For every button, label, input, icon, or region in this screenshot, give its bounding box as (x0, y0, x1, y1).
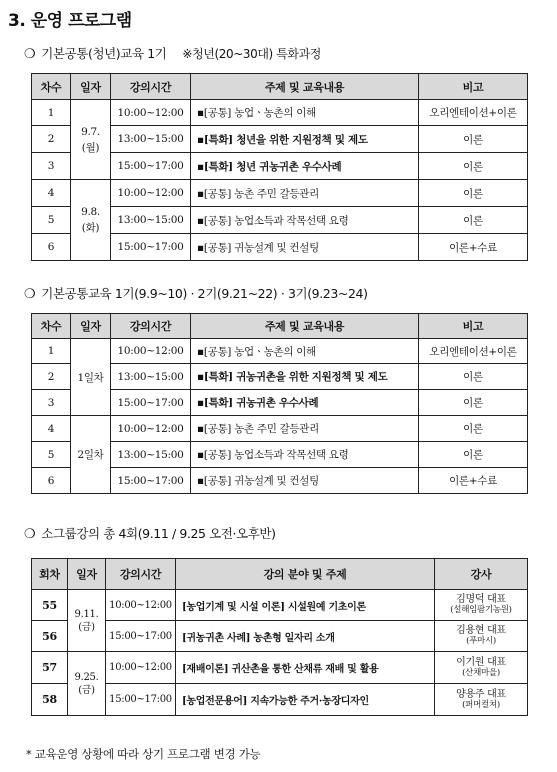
header-cell: 일자 (71, 74, 111, 100)
note-cell: 이론+수료 (419, 468, 528, 494)
date-cell: 9.25. (금) (68, 652, 106, 716)
page-heading: 3. 운영 프로그램 (8, 11, 132, 31)
header-cell: 강의 분야 및 주제 (176, 559, 435, 590)
date-cell: 1일차 (71, 339, 111, 416)
header-cell: 강사 (435, 559, 528, 590)
time-cell: 15:00~17:00 (111, 468, 191, 494)
table-row (32, 652, 528, 684)
lecturer-name: 양용주 대표 (456, 688, 506, 700)
time-cell: 10:00~12:00 (111, 100, 191, 126)
time-cell: 10:00~12:00 (111, 339, 191, 364)
topic-cell: ▪[공통] 농업소득과 작목선택 요령 (191, 207, 419, 234)
session-no: 1 (32, 100, 71, 126)
section1-title-line (24, 44, 321, 62)
date-cell: 9.11. (금) (68, 590, 106, 652)
topic-cell: ▪[공통] 농업소득과 작목선택 요령 (191, 442, 419, 468)
time-cell: 13:00~15:00 (111, 442, 191, 468)
topic-cell: [재배이론] 귀산촌을 통한 산채류 재배 및 활용 (176, 652, 435, 684)
lecturer-name: 김용현 대표 (456, 625, 506, 636)
section2-table (31, 313, 528, 494)
header-cell: 강의시간 (111, 74, 191, 100)
lecturer-org: (산채마을) (462, 667, 500, 678)
time-cell: 15:00~17:00 (111, 153, 191, 180)
note-cell: 오리엔테이션+이론 (419, 339, 528, 364)
note-cell: 이론 (419, 180, 528, 207)
section2-title-line (24, 284, 368, 302)
topic-cell: ▪[공통] 귀농설계 및 컨설팅 (191, 234, 419, 261)
note-cell: 이론 (419, 207, 528, 234)
topic-cell: [농업기계 및 시설 이론] 시설원예 기초이론 (176, 590, 435, 621)
topic-cell: [귀농귀촌 사례] 농촌형 일자리 소개 (176, 621, 435, 652)
topic-cell: ▪[공통] 농촌 주민 갈등관리 (191, 416, 419, 442)
topic-cell: ▪[특화] 청년을 위한 지원정책 및 제도 (191, 126, 419, 153)
note-cell: 이론 (419, 442, 528, 468)
session-no: 5 (32, 207, 71, 234)
date-cell: 2일차 (71, 416, 111, 494)
lecturer-org: (퍼머컬쳐) (462, 699, 500, 710)
topic-cell: ▪[특화] 귀농귀촌 우수사례 (191, 390, 419, 416)
header-cell: 일자 (71, 314, 111, 339)
topic-cell: ▪[공통] 농업ㆍ농촌의 이해 (191, 339, 419, 364)
lecturer-name: 이기원 대표 (456, 656, 506, 668)
session-no: 1 (32, 339, 71, 364)
table-row (32, 100, 528, 126)
lecturer-org: (푸마시) (466, 636, 496, 646)
note-cell: 이론 (419, 390, 528, 416)
header-cell: 강의시간 (106, 559, 176, 590)
time-cell: 15:00~17:00 (106, 621, 176, 652)
table-row (32, 590, 528, 621)
table-row (32, 621, 528, 652)
date-cell: 9.7. (월) (71, 100, 111, 180)
header-cell: 주제 및 교육내용 (191, 314, 419, 339)
table-row (32, 684, 528, 716)
header-cell: 비고 (419, 74, 528, 100)
header-cell: 강의시간 (111, 314, 191, 339)
session-no: 2 (32, 126, 71, 153)
lecturer-cell (435, 621, 528, 652)
note-cell: 이론+수료 (419, 234, 528, 261)
section3-table (31, 558, 528, 716)
table-row (32, 416, 528, 442)
table-row (32, 339, 528, 364)
date-cell: 9.8. (화) (71, 180, 111, 261)
note-cell: 이론 (419, 416, 528, 442)
header-cell: 일자 (68, 559, 106, 590)
table-row (32, 180, 528, 207)
session-no: 6 (32, 468, 71, 494)
topic-cell: ▪[공통] 귀농설계 및 컨설팅 (191, 468, 419, 494)
header-cell: 회차 (32, 559, 68, 590)
header-cell: 비고 (419, 314, 528, 339)
session-no: 3 (32, 153, 71, 180)
session-no: 4 (32, 180, 71, 207)
session-no: 55 (32, 590, 68, 621)
lecturer-name: 김명덕 대표 (456, 594, 506, 605)
time-cell: 15:00~17:00 (111, 390, 191, 416)
topic-cell: ▪[특화] 청년 귀농귀촌 우수사례 (191, 153, 419, 180)
topic-cell: ▪[공통] 농업ㆍ농촌의 이해 (191, 100, 419, 126)
circle-bullet-icon: ❍ (24, 527, 36, 542)
time-cell: 10:00~12:00 (106, 590, 176, 621)
time-cell: 15:00~17:00 (111, 234, 191, 261)
time-cell: 13:00~15:00 (111, 126, 191, 153)
section3-title: 소그룹강의 총 4회(9.11 / 9.25 오전·오후반) (41, 526, 276, 541)
note-cell: 이론 (419, 126, 528, 153)
time-cell: 13:00~15:00 (111, 207, 191, 234)
lecturer-org: (설해임팜기농원) (450, 605, 512, 615)
circle-bullet-icon: ❍ (24, 287, 36, 302)
topic-cell: ▪[공통] 농촌 주민 갈등관리 (191, 180, 419, 207)
section1-table (31, 73, 528, 261)
session-no: 56 (32, 621, 68, 652)
table-header-row (32, 314, 528, 339)
time-cell: 13:00~15:00 (111, 364, 191, 390)
note-cell: 이론 (419, 364, 528, 390)
footnote: * 교육운영 상황에 따라 상기 프로그램 변경 가능 (26, 747, 261, 761)
session-no: 3 (32, 390, 71, 416)
time-cell: 10:00~12:00 (106, 652, 176, 684)
table-header-row (32, 74, 528, 100)
section1-title: 기본공통(청년)교육 1기 (41, 46, 167, 61)
session-no: 58 (32, 684, 68, 716)
session-no: 57 (32, 652, 68, 684)
lecturer-cell (435, 684, 528, 716)
section3-title-line (24, 524, 276, 542)
session-no: 2 (32, 364, 71, 390)
session-no: 5 (32, 442, 71, 468)
topic-cell: ▪[특화] 귀농귀촌을 위한 지원정책 및 제도 (191, 364, 419, 390)
note-cell: 오리엔테이션+이론 (419, 100, 528, 126)
section2-title: 기본공통교육 1기(9.9~10) · 2기(9.21~22) · 3기(9.23~24) (41, 286, 368, 301)
header-cell: 차수 (32, 314, 71, 339)
time-cell: 15:00~17:00 (106, 684, 176, 716)
topic-cell: [농업전문용어] 지속가능한 주거·농장디자인 (176, 684, 435, 716)
note-cell: 이론 (419, 153, 528, 180)
header-cell: 주제 및 교육내용 (191, 74, 419, 100)
session-no: 6 (32, 234, 71, 261)
section1-note: ※청년(20~30대) 특화과정 (182, 47, 321, 61)
header-cell: 차수 (32, 74, 71, 100)
lecturer-cell (435, 652, 528, 684)
time-cell: 10:00~12:00 (111, 416, 191, 442)
time-cell: 10:00~12:00 (111, 180, 191, 207)
lecturer-cell (435, 590, 528, 621)
session-no: 4 (32, 416, 71, 442)
table-header-row (32, 559, 528, 590)
circle-bullet-icon: ❍ (24, 47, 36, 62)
